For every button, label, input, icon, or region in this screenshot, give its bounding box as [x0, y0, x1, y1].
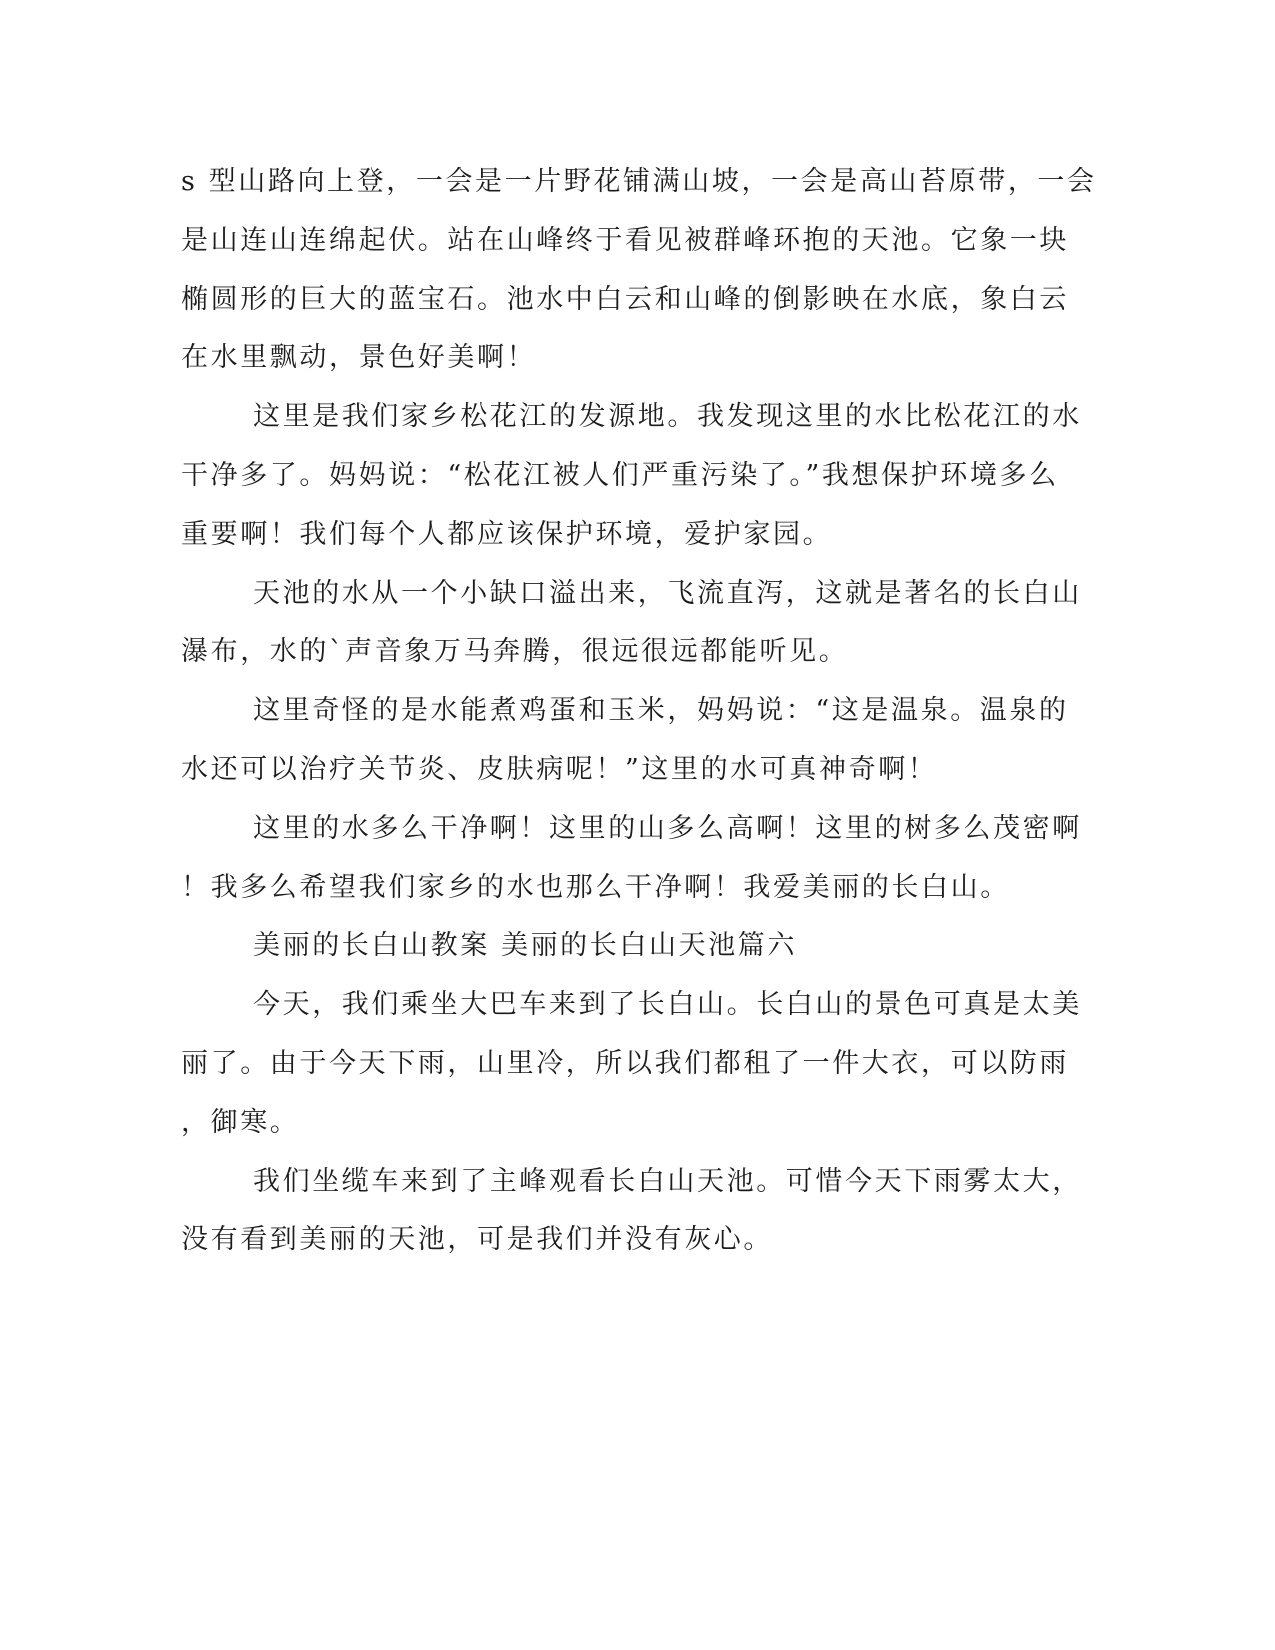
text-line: 这里的水多么干净啊！这里的山多么高啊！这里的树多么茂密啊 [253, 812, 1082, 844]
text-line: 这里奇怪的是水能煮鸡蛋和玉米，妈妈说：“这是温泉。温泉的 [253, 695, 1069, 727]
section-heading: 美丽的长白山教案 美丽的长白山天池篇六 [253, 930, 797, 962]
text-line: 这里是我们家乡松花江的发源地。我发现这里的水比松花江的水 [253, 401, 1082, 433]
text-line: 重要啊！我们每个人都应该保护环境，爱护家园。 [181, 518, 833, 550]
text-line: 水还可以治疗关节炎、皮肤病呢！”这里的水可真神奇啊！ [181, 753, 938, 785]
text-line: 干净多了。妈妈说：“松花江被人们严重污染了。”我想保护环境多么 [181, 459, 1059, 491]
text-line: 天池的水从一个小缺口溢出来，飞流直泻，这就是著名的长白山 [253, 577, 1082, 609]
text-line: 今天，我们乘坐大巴车来到了长白山。长白山的景色可真是太美 [253, 989, 1082, 1021]
text-line: 是山连山连绵起伏。站在山峰终于看见被群峰环抱的天池。它象一块 [181, 224, 1069, 256]
text-line: 椭圆形的巨大的蓝宝石。池水中白云和山峰的倒影映在水底，象白云 [181, 283, 1069, 315]
text-line: 我们坐缆车来到了主峰观看长白山天池。可惜今天下雨雾太大， [253, 1165, 1082, 1197]
text-line: ，御寒。 [181, 1106, 300, 1138]
text-line: 没有看到美丽的天池，可是我们并没有灰心。 [181, 1224, 773, 1256]
text-line: 丽了。由于今天下雨，山里冷，所以我们都租了一件大衣，可以防雨 [181, 1047, 1069, 1079]
text-line: 在水里飘动，景色好美啊！ [181, 342, 537, 374]
text-line: ！我多么希望我们家乡的水也那么干净啊！我爱美丽的长白山。 [181, 871, 1010, 903]
document-body [181, 159, 1097, 1276]
text-line: 瀑布，水的`声音象万马奔腾，很远很远都能听见。 [181, 636, 849, 668]
text-line: s 型山路向上登，一会是一片野花铺满山坡，一会是高山苔原带，一会 [181, 166, 1097, 197]
